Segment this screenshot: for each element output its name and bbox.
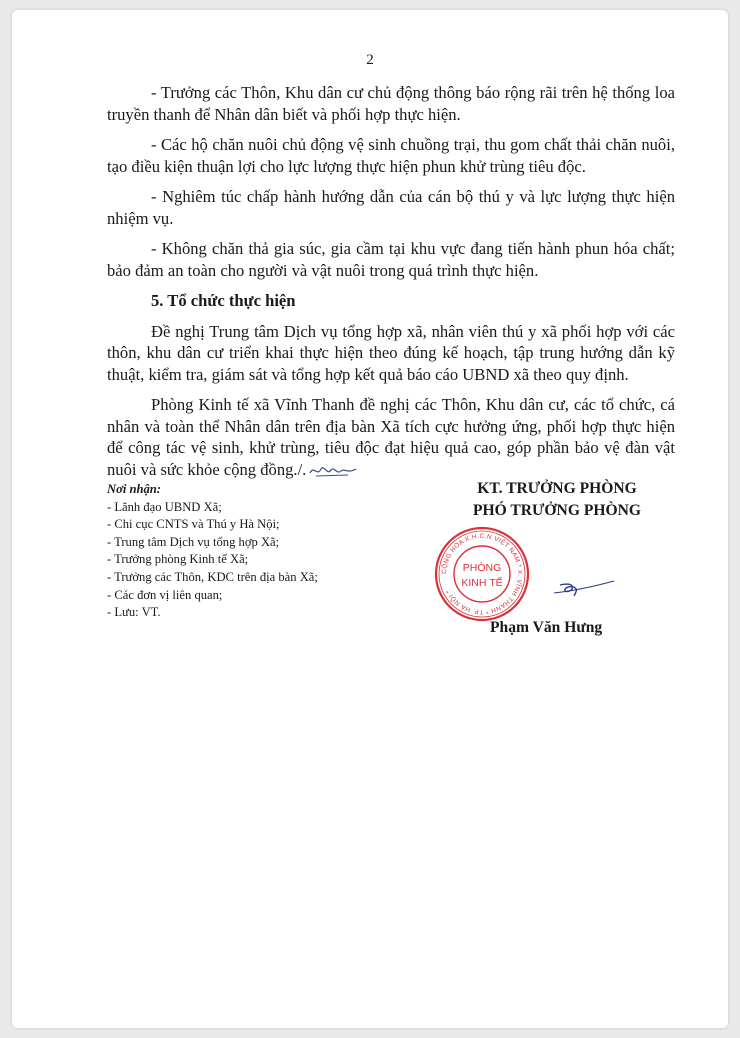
initials-scribble-icon [308, 463, 358, 479]
official-seal-icon [432, 524, 532, 624]
paragraph-compliance: - Nghiêm túc chấp hành hướng dẫn của cán bộ thú y và lực lượng thực hiện nhiệm vụ. [107, 187, 675, 228]
recipients-block [107, 481, 407, 622]
signature-title-block [437, 478, 677, 522]
seal-center-line2: KINH TẾ [461, 577, 503, 589]
recipient-item: - Trung tâm Dịch vụ tổng hợp Xã; [107, 534, 280, 549]
section-heading: 5. Tổ chức thực hiện [151, 291, 296, 310]
paragraph-implementation: Đề nghị Trung tâm Dịch vụ tổng hợp xã, nhân viên thú y xã phối hợp với các thôn, khu dân cư triển khai thực hiện theo đúng kế hoạch, tập trung hướng dẫn kỹ thuật, kiểm tra, giám sát và tổng hợp kết quả báo cáo UBND xã theo quy định. [107, 321, 675, 384]
signature-title-line2: PHÓ TRƯỞNG PHÒNG [472, 502, 642, 519]
document-page [12, 10, 728, 1028]
closing-text: Phòng Kinh tế xã Vĩnh Thanh đề nghị các Thôn, Khu dân cư, các tổ chức, cá nhân và toàn thể Nhân dân trên địa bàn Xã tích cực hưởng ứng, phối hợp thực hiện để công tác vệ sinh, khử trùng, tiêu độc đạt hiệu quả cao, góp phần bảo vệ đàn vật nuôi và sức khỏe cộng đồng./. [107, 395, 675, 479]
recipient-item: - Các đơn vị liên quan; [107, 587, 223, 602]
signature-title-line1: KT. TRƯỞNG PHÒNG [477, 480, 637, 497]
recipient-item: - Lưu: VT. [107, 605, 161, 620]
handwritten-signature-icon [552, 565, 622, 615]
paragraph-no-grazing: - Không chăn thả gia súc, gia cầm tại khu vực đang tiến hành phun hóa chất; bảo đảm an toàn cho người và vật nuôi trong quá trình thực hiện. [107, 239, 675, 280]
paragraph-announce: - Trưởng các Thôn, Khu dân cư chủ động thông báo rộng rãi trên hệ thống loa truyền thanh để Nhân dân biết và phối hợp thực hiện. [107, 83, 675, 124]
recipient-item: - Trưởng các Thôn, KDC trên địa bàn Xã; [107, 569, 318, 584]
recipients-title: Nơi nhận: [107, 482, 162, 496]
recipient-item: - Lãnh đạo UBND Xã; [107, 499, 222, 514]
seal-ring-text: CỘNG HÒA X.H.C.N VIỆT NAM * X. VĨNH THANH * TP. HÀ NỘI * [440, 532, 524, 616]
seal-center-line1: PHÒNG [462, 562, 502, 574]
paragraph-closing [107, 394, 675, 480]
document-body [107, 82, 675, 489]
signer-name: Phạm Văn Hưng [490, 619, 603, 636]
recipient-item: - Chi cục CNTS và Thú y Hà Nội; [107, 517, 280, 532]
page-number: 2 [366, 52, 374, 68]
recipients-list [107, 499, 407, 622]
paragraph-hygiene: - Các hộ chăn nuôi chủ động vệ sinh chuồng trại, thu gom chất thải chăn nuôi, tạo điều kiện thuận lợi cho lực lượng thực hiện phun khử trùng tiêu độc. [107, 135, 675, 176]
recipient-item: - Trưởng phòng Kinh tế Xã; [107, 552, 249, 567]
